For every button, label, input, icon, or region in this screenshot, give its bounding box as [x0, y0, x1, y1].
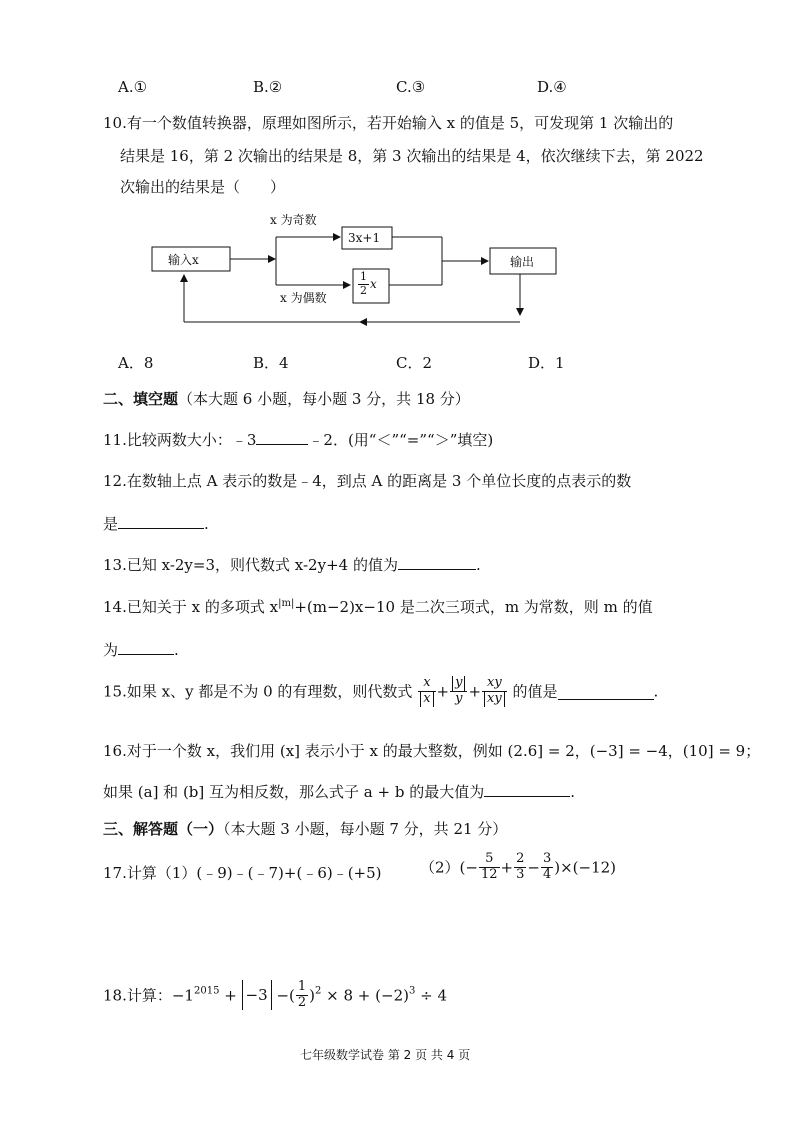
q18-absolute-value: −3	[242, 980, 272, 1010]
q10-option-b: B．4	[253, 354, 289, 372]
q17-part2: （2）(− $\frac{5}{12}$ + $\frac{2}{3}$ − $\frac{3}{4}$ )×(−12)	[420, 851, 617, 882]
q18-fraction: $\frac{1}{2}$	[297, 979, 307, 1010]
q9-option-b: B.②	[253, 78, 283, 96]
q16-answer-blank[interactable]	[484, 780, 570, 797]
q12-line1: 12.在数轴上点 A 表示的数是﹣4，到点 A 的距离是 3 个单位长度的点表示的数	[103, 472, 632, 490]
diagram-odd-operation: 3x+1	[348, 231, 381, 245]
q10-line2: 结果是 16，第 2 次输出的结果是 8，第 3 次输出的结果是 4，依次继续下去，第 2022	[120, 147, 704, 165]
q17-fraction-3: $\frac{3}{4}$	[542, 851, 552, 882]
section2-note: （本大题 6 小题，每小题 3 分，共 18 分）	[178, 390, 470, 408]
diagram-even-label: x 为偶数	[280, 291, 327, 305]
q14-answer-blank[interactable]	[118, 638, 174, 655]
section3-note: （本大题 3 小题，每小题 7 分，共 21 分）	[223, 820, 508, 838]
q17-fraction-1: $\frac{5}{12}$	[480, 851, 498, 882]
q10-line1: 10.有一个数值转换器，原理如图所示，若开始输入 x 的值是 5，可发现第 1 次输出的	[103, 114, 674, 132]
page-footer: 七年级数学试卷 第 2 页 共 4 页	[300, 1048, 471, 1062]
diagram-input-label: 输入x	[168, 253, 199, 267]
q15: 15.如果 x、y 都是不为 0 的有理数，则代数式 $\frac{x}{x}$ + $\frac{y}{y}$ + $\frac{xy}{xy}$ 的值是 .	[103, 675, 659, 706]
diagram-even-operation: $\frac{1}{2}$ x	[360, 270, 377, 297]
q14-line1: 14.已知关于 x 的多项式 $x^{|m|}+(m-2)x-10$ 是二次三项式，m 为常数，则 m 的值	[103, 598, 653, 616]
q10-option-c: C．2	[396, 354, 433, 372]
q15-fraction-3: $\frac{xy}{xy}$	[482, 676, 507, 707]
q13: 13.已知 x-2y=3，则代数式 x-2y+4 的值为 .	[103, 553, 481, 575]
diagram-output-label: 输出	[510, 255, 535, 269]
section2-heading	[103, 388, 470, 409]
q14-line2: 为 .	[103, 638, 179, 660]
q16-line1: 16.对于一个数 x，我们用 (x] 表示小于 x 的最大整数，例如 (2.6] = 2，(−3] = −4，(10] = 9；	[103, 742, 761, 760]
q13-answer-blank[interactable]	[398, 553, 476, 570]
q10-line3: 次输出的结果是（ ）	[120, 178, 286, 196]
q11: 11.比较两数大小：﹣3 ﹣2．(用“＜”“=”“＞”填空)	[103, 428, 493, 450]
q16-line2: 如果 (a] 和 (b] 互为相反数，那么式子 a + b 的最大值为 .	[103, 780, 575, 802]
q9-option-d: D.④	[537, 78, 567, 96]
flow-diagram	[150, 205, 570, 335]
section2-title: 二、填空题	[103, 390, 179, 408]
q15-fraction-2: $\frac{y}{y}$	[450, 676, 467, 707]
q15-answer-blank[interactable]	[558, 683, 654, 700]
q11-answer-blank[interactable]	[256, 428, 308, 445]
q17-part1: 17.计算（1）(﹣9)﹣(﹣7)+(﹣6)﹣(+5)	[103, 864, 382, 882]
q9-option-a: A.①	[118, 78, 148, 96]
q9-option-c: C.③	[396, 78, 426, 96]
section3-heading	[103, 818, 507, 839]
q10-option-d: D．1	[528, 354, 565, 372]
q15-fraction-1: $\frac{x}{x}$	[418, 676, 435, 707]
q10-option-a: A．8	[118, 354, 154, 372]
q17-fraction-2: $\frac{2}{3}$	[516, 851, 525, 882]
q18: 18.计算：$-1^{2015} + -3$ −( $\frac{1}{2}$ )$^2 \times 8 + (-2)^3 \div 4$	[103, 979, 447, 1010]
diagram-odd-label: x 为奇数	[270, 213, 317, 227]
q12-answer-blank[interactable]	[118, 512, 204, 529]
q12-line2: 是 .	[103, 512, 209, 534]
section3-title: 三、解答题（一）	[103, 820, 224, 838]
